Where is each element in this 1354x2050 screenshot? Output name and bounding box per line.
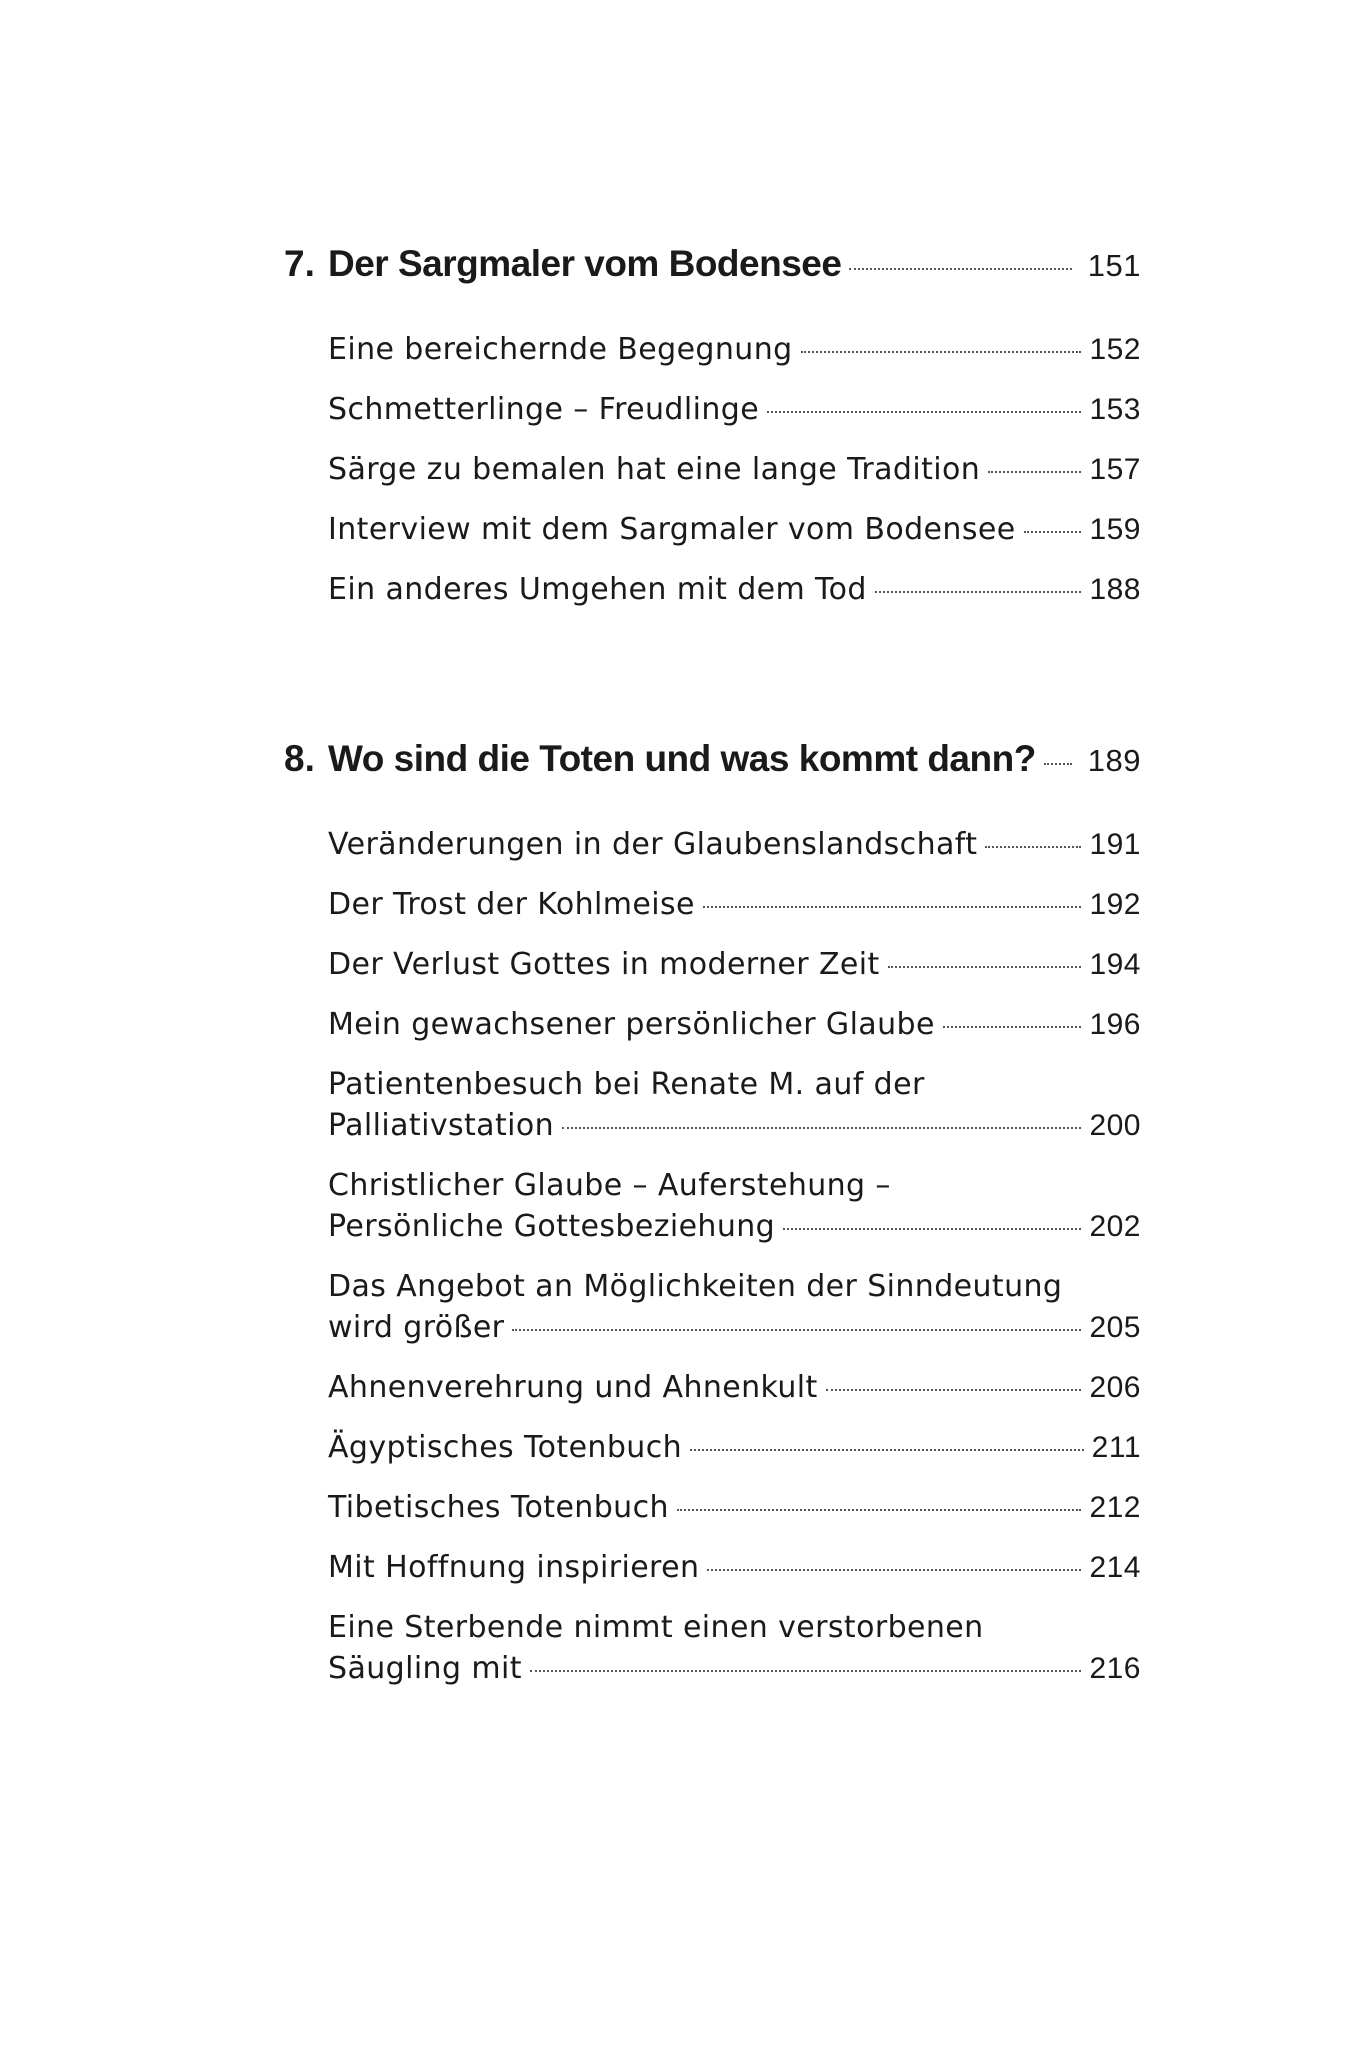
entry-title: Schmetterlinge – Freudlinge — [328, 392, 760, 427]
toc-entry[interactable] — [328, 1487, 1141, 1528]
entry-page-number: 214 — [1089, 1551, 1141, 1584]
chapter-heading-row — [284, 243, 1141, 303]
entry-title: Eine bereichernde Begegnung — [328, 332, 793, 367]
entry-title-line-1: Patientenbesuch bei Renate M. auf der — [328, 1067, 925, 1102]
entry-page-number: 205 — [1089, 1311, 1141, 1344]
entry-page-number: 152 — [1089, 333, 1141, 366]
entry-page-number: 153 — [1089, 393, 1141, 426]
entry-page-number: 212 — [1089, 1491, 1141, 1524]
dot-leader — [677, 1509, 1082, 1511]
dot-leader — [849, 268, 1071, 270]
entry-page-number: 157 — [1089, 453, 1141, 486]
toc-entry[interactable] — [328, 944, 1141, 985]
entry-title-line-1: Das Angebot an Möglichkeiten der Sinndeutung — [328, 1269, 1063, 1304]
entry-page-number: 159 — [1089, 513, 1141, 546]
entry-page-number: 216 — [1089, 1652, 1141, 1685]
entry-title-line-2: Palliativstation — [328, 1108, 555, 1143]
chapter-heading-row — [284, 738, 1141, 798]
entry-page-number: 191 — [1089, 828, 1141, 861]
entry-title-line-1: Eine Sterbende nimmt einen verstorbenen — [328, 1610, 984, 1645]
entry-page-number: 194 — [1089, 948, 1141, 981]
entry-page-number: 206 — [1089, 1371, 1141, 1404]
entry-page-number: 200 — [1089, 1109, 1141, 1142]
dot-leader — [1044, 763, 1072, 765]
toc-entry[interactable] — [328, 569, 1141, 610]
toc-entry[interactable] — [328, 1064, 1141, 1146]
entry-title: Tibetisches Totenbuch — [328, 1490, 669, 1525]
chapter-page-number: 151 — [1087, 248, 1141, 283]
dot-leader — [988, 471, 1081, 473]
entry-title: Interview mit dem Sargmaler vom Bodensee — [328, 512, 1016, 547]
entry-title-line-2: Säugling mit — [328, 1651, 522, 1686]
dot-leader — [512, 1329, 1081, 1331]
entry-title-line-1: Christlicher Glaube – Auferstehung – — [328, 1168, 891, 1203]
dot-leader — [888, 966, 1082, 968]
chapter-8-entries — [328, 824, 1141, 1689]
dot-leader — [985, 846, 1081, 848]
toc-entry[interactable] — [328, 329, 1141, 370]
entry-title-line-2: wird größer — [328, 1310, 505, 1345]
chapter-8 — [284, 738, 1141, 1708]
chapter-number: 8. — [284, 738, 315, 779]
toc-entry[interactable] — [328, 1367, 1141, 1408]
toc-entry[interactable] — [328, 1427, 1141, 1468]
entry-title: Särge zu bemalen hat eine lange Tradition — [328, 452, 981, 487]
dot-leader — [707, 1569, 1081, 1571]
chapter-page-number: 189 — [1087, 743, 1141, 778]
dot-leader — [783, 1228, 1081, 1230]
dot-leader — [690, 1449, 1084, 1451]
dot-leader — [875, 591, 1082, 593]
dot-leader — [943, 1026, 1082, 1028]
entry-page-number: 202 — [1089, 1210, 1141, 1243]
toc-entry[interactable] — [328, 1266, 1141, 1348]
dot-leader — [703, 906, 1082, 908]
chapter-7-entries — [328, 329, 1141, 610]
entry-title: Der Verlust Gottes in moderner Zeit — [328, 947, 880, 982]
dot-leader — [1024, 531, 1082, 533]
chapter-title: Der Sargmaler vom Bodensee — [328, 243, 842, 284]
entry-title: Mein gewachsener persönlicher Glaube — [328, 1007, 935, 1042]
toc-entry[interactable] — [328, 824, 1141, 865]
toc-entry[interactable] — [328, 1165, 1141, 1247]
chapter-title-row — [328, 243, 1141, 285]
toc-entry[interactable] — [328, 1547, 1141, 1588]
toc-entry[interactable] — [328, 1004, 1141, 1045]
dot-leader — [562, 1127, 1081, 1129]
entry-title: Mit Hoffnung inspirieren — [328, 1550, 700, 1585]
entry-title: Ägyptisches Totenbuch — [328, 1430, 683, 1465]
entry-title: Veränderungen in der Glaubenslandschaft — [328, 827, 978, 862]
entry-page-number: 211 — [1091, 1431, 1141, 1464]
dot-leader — [826, 1389, 1082, 1391]
chapter-title-row — [328, 738, 1141, 780]
chapter-number: 7. — [284, 243, 315, 284]
entry-title: Ahnenverehrung und Ahnenkult — [328, 1370, 818, 1405]
entry-title-line-2: Persönliche Gottesbeziehung — [328, 1209, 776, 1244]
chapter-title: Wo sind die Toten und was kommt dann? — [328, 738, 1036, 779]
entry-page-number: 196 — [1089, 1008, 1141, 1041]
entry-page-number: 188 — [1089, 573, 1141, 606]
entry-title: Ein anderes Umgehen mit dem Tod — [328, 572, 867, 607]
toc-entry[interactable] — [328, 1607, 1141, 1689]
entry-title: Der Trost der Kohlmeise — [328, 887, 695, 922]
dot-leader — [530, 1670, 1082, 1672]
dot-leader — [801, 351, 1082, 353]
chapter-7 — [284, 243, 1141, 629]
toc-entry[interactable] — [328, 389, 1141, 430]
entry-page-number: 192 — [1089, 888, 1141, 921]
dot-leader — [767, 411, 1081, 413]
toc-entry[interactable] — [328, 509, 1141, 550]
toc-entry[interactable] — [328, 884, 1141, 925]
toc-entry[interactable] — [328, 449, 1141, 490]
